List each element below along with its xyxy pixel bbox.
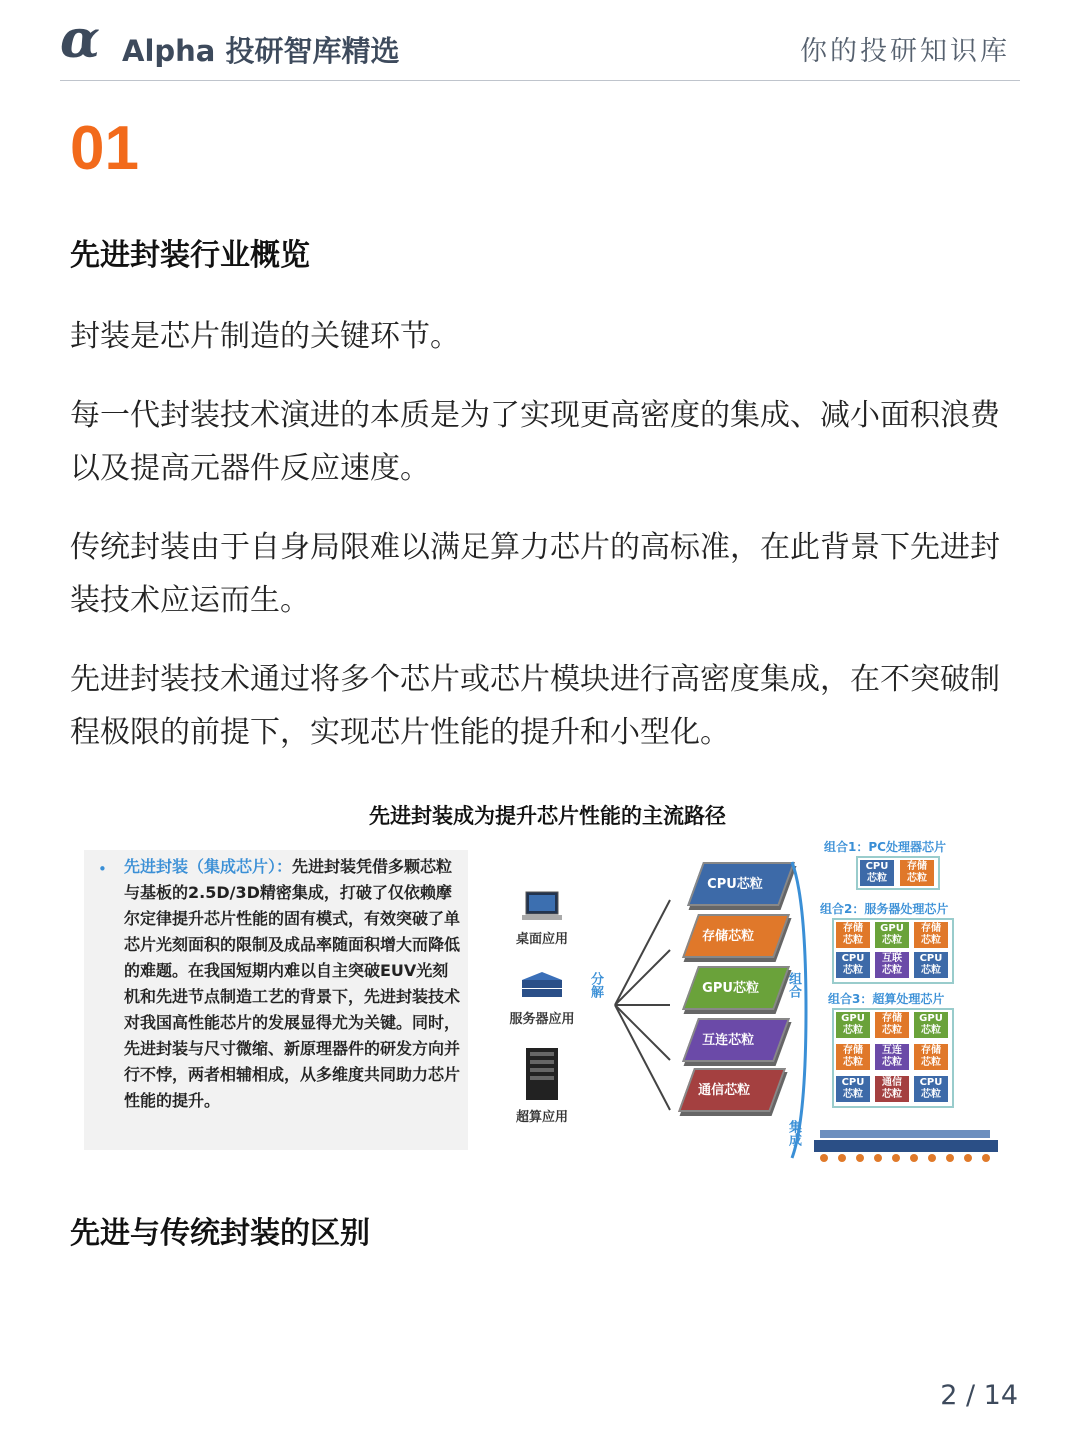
arrow-4: [615, 1005, 670, 1060]
figure-description: [124, 854, 464, 1114]
combine-label: 组合: [786, 972, 801, 998]
g3-cell-3: GPU 芯粒: [914, 1012, 948, 1038]
paragraph-3: 传统封装由于自身局限难以满足算力芯片的高标准，在此背景下先进封装技术应运而生。: [70, 530, 1000, 618]
app-label-server: 服务器应用: [509, 1012, 575, 1027]
g2-cell-4: CPU 芯粒: [836, 952, 870, 978]
g3-cell-2: 存储 芯粒: [875, 1012, 909, 1038]
group-3-grid: [832, 1008, 954, 1108]
app-label-desktop: 桌面应用: [515, 932, 568, 947]
g2-cell-1: 存储 芯粒: [836, 922, 870, 948]
g3-cell-1: GPU 芯粒: [836, 1012, 870, 1038]
split-arrows: [610, 890, 680, 1120]
paragraph-1: 封装是芯片制造的关键环节。: [70, 319, 460, 354]
section-heading: 先进封装行业概览: [70, 238, 310, 273]
page-indicator: 2 / 14: [940, 1380, 1018, 1411]
arrow-2: [615, 950, 670, 1005]
g3-cell-6: 存储 芯粒: [914, 1044, 948, 1070]
g3-cell-5: 互连 芯粒: [875, 1044, 909, 1070]
paragraph-2: 每一代封装技术演进的本质是为了实现更高密度的集成、减小面积浪费以及提高元器件反应速度。: [70, 398, 1000, 486]
g3-cell-7: CPU 芯粒: [836, 1076, 870, 1102]
alpha-logo-icon: α: [60, 9, 101, 70]
app-desktop: [500, 890, 584, 947]
page-header: [60, 9, 1020, 81]
arrow-1: [615, 900, 670, 1005]
integrated-package-icon: [810, 1126, 1010, 1170]
g2-cell-2: GPU 芯粒: [875, 922, 909, 948]
g1-cell-1: CPU 芯粒: [860, 860, 894, 886]
figure-text-box: [84, 850, 468, 1150]
chiplet-cpu: CPU芯粒: [687, 862, 795, 906]
chiplet-memory: 存储芯粒: [682, 914, 790, 958]
server-icon: [517, 970, 567, 1004]
brand-title: Alpha 投研智库精选: [122, 34, 400, 68]
g3-cell-9: CPU 芯粒: [914, 1076, 948, 1102]
g2-cell-5: 互联 芯粒: [875, 952, 909, 978]
supercomputer-icon: [522, 1046, 562, 1102]
arrow-5: [615, 1005, 670, 1110]
g3-cell-8: 通信 芯粒: [875, 1076, 909, 1102]
group-2-grid: [832, 918, 954, 984]
section-number: 01: [70, 114, 139, 183]
g3-cell-4: 存储 芯粒: [836, 1044, 870, 1070]
figure-body-text: 先进封装凭借多颗芯粒与基板的2.5D/3D精密集成，打破了仅依赖摩尔定律提升芯片性能的固有模式，有效突破了单芯片光刻面积的限制及成品率随面积增大而降低的难题。在我国短期内难以自主突破EUV光刻机和先进节点制造工艺的背景下，先进封装技术对我国高性能芯片的发展显得尤为关键。同时，先进封装与尺寸微缩、新原理器件的研发方向并行不悖，两者相辅相成，从多维度共同助力芯片性能的提升。: [124, 857, 461, 1110]
app-supercomputer: [500, 1046, 584, 1125]
g2-cell-6: CPU 芯粒: [914, 952, 948, 978]
header-slogan: 你的投研知识库: [800, 36, 1010, 67]
group-3-label: 组合3：超算处理芯片: [828, 992, 945, 1006]
group-2-label: 组合2：服务器处理芯片: [820, 902, 949, 916]
bullet-icon: •: [98, 860, 107, 878]
integrate-label: 集成: [786, 1120, 801, 1146]
laptop-icon: [520, 890, 564, 924]
figure-highlight: 先进封装（集成芯片）：: [124, 857, 293, 876]
figure-advanced-packaging: [80, 790, 1015, 1175]
split-label: 分解: [588, 972, 603, 998]
section-heading-2: 先进与传统封装的区别: [70, 1216, 370, 1251]
g2-cell-3: 存储 芯粒: [914, 922, 948, 948]
paragraph-4: 先进封装技术通过将多个芯片或芯片模块进行高密度集成，在不突破制程极限的前提下，实现芯片性能的提升和小型化。: [70, 662, 1000, 750]
app-label-supercomputer: 超算应用: [515, 1110, 568, 1125]
bracket: [788, 860, 812, 1160]
app-server: [500, 970, 584, 1027]
group-1-label: 组合1：PC处理器芯片: [824, 840, 946, 854]
chiplet-interconnect: 互连芯粒: [682, 1018, 790, 1062]
group-1-grid: [856, 856, 940, 890]
chiplet-gpu: GPU芯粒: [682, 966, 790, 1010]
figure-title: 先进封装成为提升芯片性能的主流路径: [369, 804, 726, 828]
chiplet-communication: 通信芯粒: [678, 1068, 786, 1112]
g1-cell-2: 存储 芯粒: [900, 860, 934, 886]
